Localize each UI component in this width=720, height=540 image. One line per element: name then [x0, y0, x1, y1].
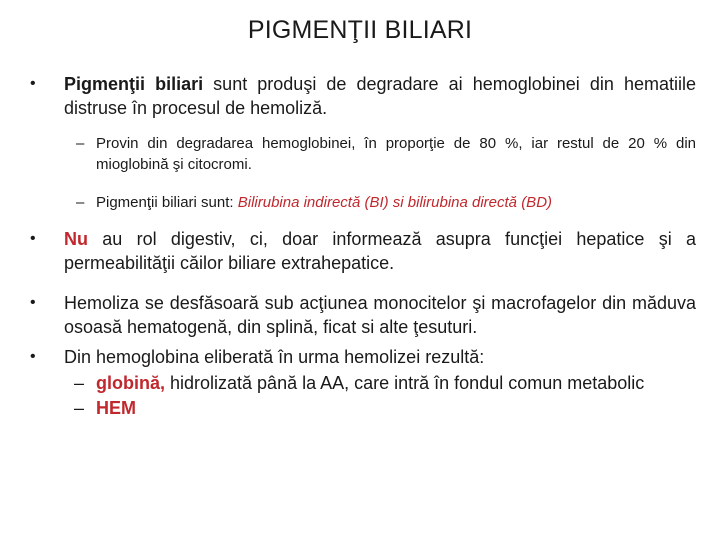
sub-bullet-text: Pigmenţii biliari sunt:	[96, 194, 238, 211]
bullet-text: au rol digestiv, ci, doar informează asupra funcţiei hepatice şi a permeabilităţii căilor biliare extrahepatice.	[64, 229, 696, 273]
term-pigments: Pigmenţii biliari	[64, 74, 204, 94]
bullet-list	[30, 72, 696, 421]
sub-bullet-types	[64, 192, 696, 213]
sub-bullet-origin	[64, 133, 696, 175]
bullet-pigments-definition	[30, 72, 696, 213]
term-nu: Nu	[64, 229, 88, 249]
bullet-text: sunt produşi de degradare ai hemoglobinei din hematiile distruse în procesul de hemoliză.	[64, 74, 697, 118]
bullet-text: Hemoliza se desfăsoară sub acţiunea monocitelor şi macrofagelor din măduva osoasă hematogenă, din splină, ficat si alte ţesuturi.	[64, 293, 696, 337]
bullet-hemolysis	[30, 291, 696, 339]
bullet-text: Din hemoglobina eliberată în urma hemolizei rezultă:	[64, 347, 485, 367]
sub-list	[64, 371, 696, 421]
sub-bullet-text: Provin din degradarea hemoglobinei, în proporţie de 80 %, iar restul de 20 % din mioglobină şi citocromi.	[96, 135, 696, 173]
bullet-no-digestive-role	[30, 227, 696, 275]
term-globin: globină,	[96, 373, 165, 393]
bilirubin-highlight: Bilirubina indirectă (BI) si bilirubina directă (BD)	[237, 194, 553, 211]
sub-list	[64, 133, 696, 213]
term-hem: HEM	[96, 398, 136, 418]
slide-title: PIGMENŢII BILIARI	[247, 16, 473, 44]
sub-bullet-text: hidrolizată până la AA, care intră în fondul comun metabolic	[165, 373, 645, 393]
sub-bullet-hem	[64, 396, 696, 421]
bullet-hemoglobin-products	[30, 345, 696, 421]
sub-bullet-globin	[64, 371, 696, 396]
